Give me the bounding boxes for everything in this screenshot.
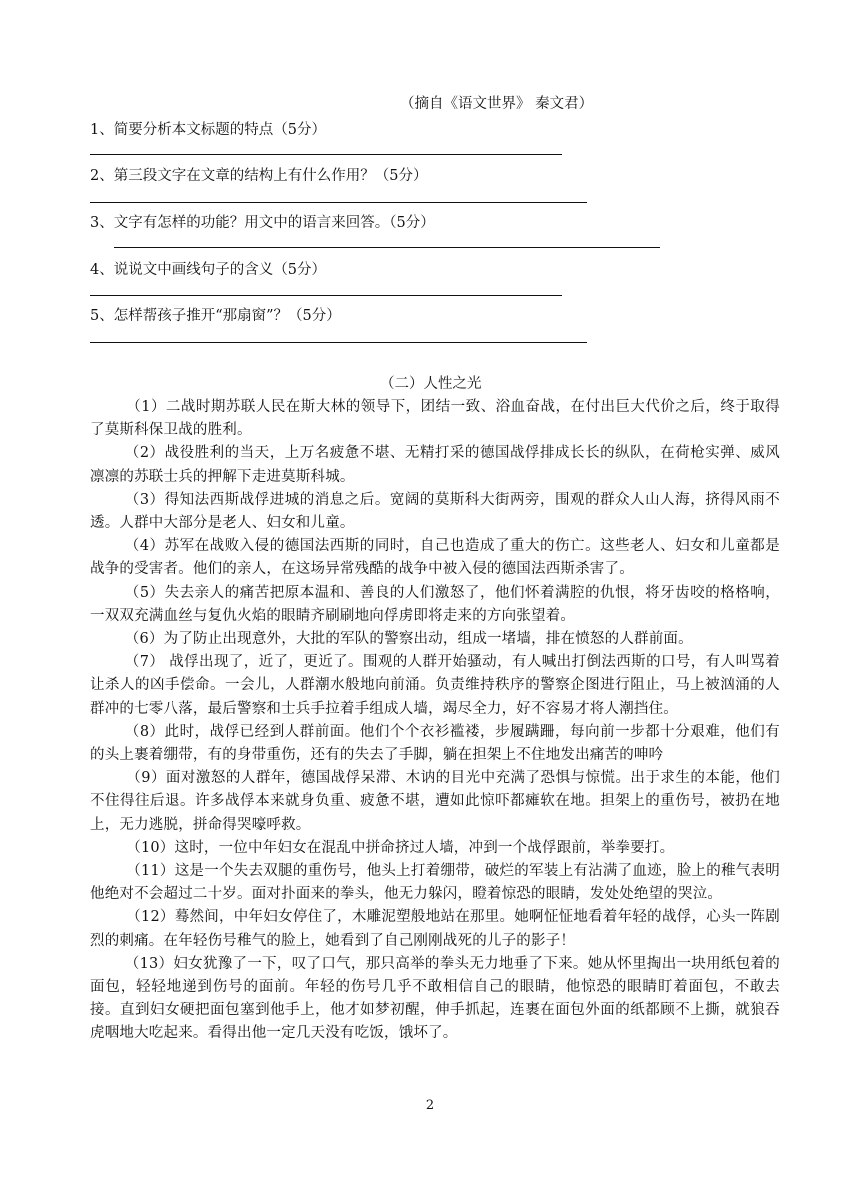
paragraph-4: （4）苏军在战败入侵的德国法西斯的同时，自己也造成了重大的伤亡。这些老人、妇女和儿童都是战争的受害者。他们的亲人，在这场异常残酷的战争中被入侵的德国法西斯杀害了。 [90, 538, 780, 578]
question-5: 5、怎样帮孩子推开“那扇窗”？（5分） [90, 308, 341, 324]
paragraph-11: （11）这是一个失去双腿的重伤号，他头上打着绷带，破烂的军装上有沾满了血迹，脸上的稚气表明他绝对不会超过二十岁。面对扑面来的拳头，他无力躲闪，瞪着惊恐的眼睛，发处处绝望的哭泣。 [90, 863, 780, 903]
paragraph-5: （5）失去亲人的痛苦把原本温和、善良的人们激怒了，他们怀着满腔的仇恨，将牙齿咬的格格响，一双双充满血丝与复仇火焰的眼睛齐刷刷地向俘虏即将走来的方向张望着。 [90, 584, 780, 624]
paragraph-12: （12）蓦然间，中年妇女停住了，木雕泥塑般地站在那里。她啊怔怔地看着年轻的战俘，心头一阵剧烈的刺痛。在年轻伤号稚气的脸上，她看到了自己刚刚战死的儿子的影子！ [90, 909, 780, 949]
question-2: 2、第三段文字在文章的结构上有什么作用？（5分） [90, 168, 428, 184]
question-3: 3、文字有怎样的功能？用文中的语言来回答。（5分） [90, 215, 435, 231]
paragraph-13: （13）妇女犹豫了一下，叹了口气，那只高举的拳头无力地垂了下来。她从怀里掏出一块用纸包着的面包，轻轻地递到伤号的面前。年轻的伤号几乎不敢相信自己的眼睛，他惊恐的眼睛盯着面包，不敢去接。直到妇女硬把面包塞到他手上，他才如梦初醒，伸手抓起，连裹在面包外面的纸都顾不上撕，就狼吞虎咽地大吃起来。看得出他一定几天没有吃饭，饿坏了。 [90, 955, 780, 1042]
paragraph-8: （8）此时，战俘已经到人群前面。他们个个衣衫褴褛，步履蹒跚，每向前一步都十分艰难，他们有的头上裹着绷带，有的身带重伤，还有的失去了手脚，躺在担架上不住地发出痛苦的呻吟 [90, 723, 780, 764]
paragraph-2: （2）战役胜利的当天，上万名疲惫不堪、无精打采的德国战俘排成长长的纵队，在荷枪实弹、威风凛凛的苏联士兵的押解下走进莫斯科城。 [90, 445, 780, 485]
answer-line-4[interactable] [90, 295, 562, 296]
paragraph-1: （1）二战时期苏联人民在斯大林的领导下，团结一致、浴血奋战，在付出巨大代价之后，终于取得了莫斯科保卫战的胜利。 [90, 399, 780, 439]
paragraph-10: （10）这时，一位中年妇女在混乱中拼命挤过人墙，冲到一个战俘跟前，举拳要打。 [126, 839, 675, 856]
question-1: 1、简要分析本文标题的特点（5分） [90, 122, 326, 138]
paragraph-6: （6）为了防止出现意外，大批的军队的警察出动，组成一堵墙，排在愤怒的人群前面。 [124, 631, 693, 648]
paragraph-3: （3）得知法西斯战俘进城的消息之后。宽阔的莫斯科大街两旁，围观的群众人山人海，挤得风雨不透。人群中大部分是老人、妇女和儿童。 [90, 491, 780, 532]
paragraph-7: （7） 战俘出现了，近了，更近了。围观的人群开始骚动，有人喊出打倒法西斯的口号，有人叫骂着让杀人的凶手偿命。一会儿，人群潮水般地向前涌。负责维持秩序的警察企图进行阻止，马上被汹涌的人群冲的七零八落，最后警察和士兵手拉着手组成人墙，竭尽全力，好不容易才将人潮挡住。 [90, 654, 780, 717]
article-body [90, 396, 780, 1046]
answer-line-1[interactable] [90, 154, 562, 155]
question-4: 4、说说文中画线句子的含义（5分） [90, 262, 326, 278]
paragraph-9: （9）面对激怒的人群年，德国战俘呆滞、木讷的目光中充满了恐惧与惊慌。出于求生的本能，他们不住得往后退。许多战俘本来就身负重、疲惫不堪，遭如此惊吓都瘫软在地。担架上的重伤号，被扔在地上，无力逃脱，拼命得哭嚎呼救。 [90, 770, 780, 833]
answer-line-3[interactable] [114, 247, 660, 248]
page-number: 2 [425, 1098, 435, 1113]
answer-line-5[interactable] [90, 342, 587, 343]
source-citation: （摘自《语文世界》 秦文君） [400, 96, 594, 112]
answer-line-2[interactable] [90, 202, 587, 203]
section-title: （二）人性之光 [380, 376, 482, 392]
